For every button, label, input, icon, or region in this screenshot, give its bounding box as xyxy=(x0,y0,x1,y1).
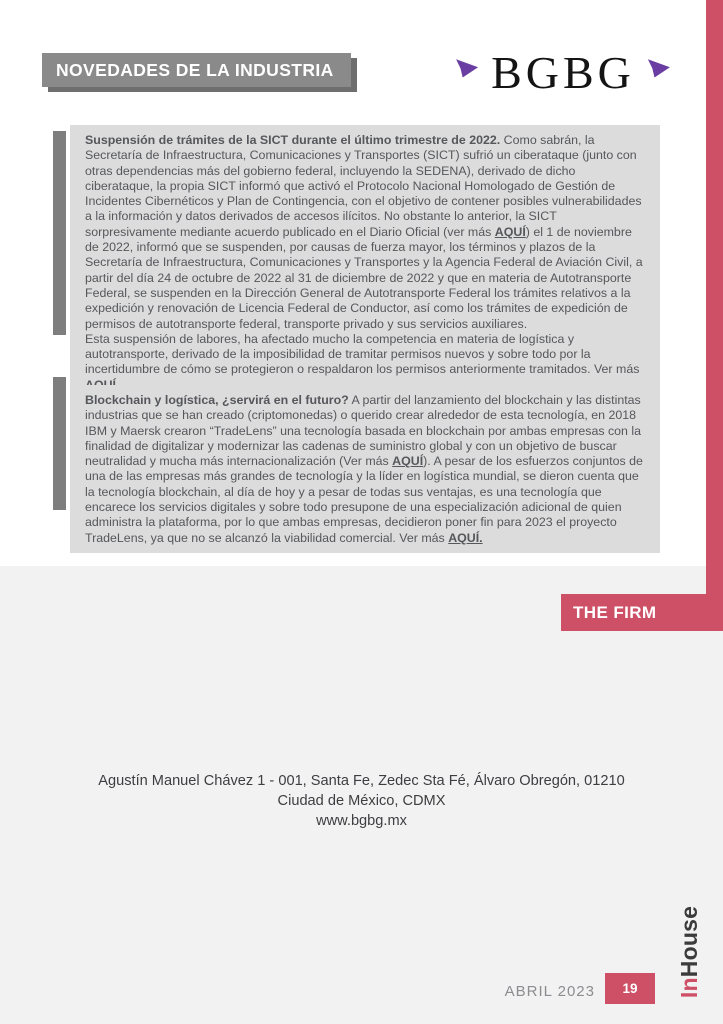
text-segment: ) el 1 de noviembre de 2022, informó que se suspenden, por causas de fuerza mayor, los términos y plazos de la Secretaría de Infraestructura, Comunicaciones y Transportes y la Agencia Federal de Aviación Civil, a partir del día 24 de octubre de 2022 al 31 de diciembre de 2022 y que en materia de Autotransporte Federal, se suspenden en la Dirección General de Autotransporte Federal los trámites relativos a la expedición y renovación de Licencia Federal de Conductor, así como los trámites de expedición de permisos de autotransporte federal, transporte privado y sus servicios auxiliares. xyxy=(85,224,643,331)
text-segment: Blockchain y logística, ¿servirá en el futuro? xyxy=(85,393,349,407)
firm-address-block xyxy=(0,771,723,831)
inhouse-title-suffix: House xyxy=(675,905,702,978)
website-link[interactable]: www.bgbg.mx xyxy=(316,813,407,829)
page-number: 19 xyxy=(622,981,638,996)
article-accent-bar xyxy=(53,377,66,510)
section-title: NOVEDADES DE LA INDUSTRIA xyxy=(56,59,334,80)
section-header-bar xyxy=(42,53,351,87)
text-segment: ). A pesar de los esfuerzos conjuntos de una de las empresas más grandes de tecnología y la líder en logística mundial, se dieron cuenta que la tecnología blockchain, al día de hoy y a pesar de todas sus ventajas, es una tecnología que encarece los servicios digitales y sobre todo presupone de una especialización adicional de quien administra la plataforma, por lo que ambas empresas, decidieron poner fin para 2023 el proyecto TradeLens, ya que no se alcanzó la viabilidad comercial. Ver más xyxy=(85,454,643,545)
bgbg-logo xyxy=(458,44,668,102)
address-line-1: Agustín Manuel Chávez 1 - 001, Santa Fe, Zedec Sta Fé, Álvaro Obregón, 01210 xyxy=(98,773,625,789)
inhouse-magazine-title xyxy=(664,897,714,1007)
logo-arrow-left-icon xyxy=(456,59,478,78)
the-firm-banner xyxy=(561,594,723,631)
text-segment: Como sabrán, la Secretaría de Infraestructura, Comunicaciones y Transportes (SICT) sufrió un ciberataque (junto con otras dependencias más del gobierno federal, incluyendo la SEDENA), derivado de dicho ciberataque, la propia SICT informó que activó el Protocolo Nacional Homologado de Gestión de Incidentes Cibernéticos y Plan de Contingencia, con el objetivo de contener posibles vulnerabilidades a la información y datos derivados de accesos ilícitos. No obstante lo anterior, la SICT sorpresivamente mediante acuerdo publicado en el Diario Oficial (ver más xyxy=(85,133,642,239)
text-segment: Suspensión de trámites de la SICT durante el último trimestre de 2022. xyxy=(85,133,501,147)
logo-text: BGBG xyxy=(491,47,635,98)
article-sict-suspension xyxy=(70,125,660,400)
inhouse-title-prefix: In xyxy=(675,977,702,999)
right-accent-bar xyxy=(706,0,723,631)
address-line-2: Ciudad de México, CDMX xyxy=(277,793,446,809)
page-number-badge xyxy=(605,973,655,1004)
aqui-link[interactable]: AQUÍ xyxy=(494,224,526,239)
the-firm-label: THE FIRM xyxy=(573,602,657,622)
aqui-link[interactable]: AQUÍ. xyxy=(448,530,483,545)
issue-date: ABRIL 2023 xyxy=(504,983,595,1000)
logo-arrow-right-icon xyxy=(648,59,670,78)
aqui-link[interactable]: AQUÍ xyxy=(392,454,424,469)
text-segment: A partir del lanzamiento del blockchain y las distintas industrias que se han creado (criptomonedas) o querido crear alrededor de esta tecnología, en 2018 IBM y Maersk crearon “TradeLens” una tecnología basada en blockchain por ambas empresas con la finalidad de digitalizar y modernizar las cadenas de suministro global y con un objetivo de buscar neutralidad y mucha más internacionalización (Ver más xyxy=(85,393,642,469)
article-blockchain-logistica xyxy=(70,385,660,553)
article-accent-bar xyxy=(53,131,66,335)
text-segment: Esta suspensión de labores, ha afectado mucho la competencia en materia de logística y autotransporte, derivado de la imposibilidad de tramitar permisos nuevos y sobre todo por la incertidumbre de cómo se protegieron o respaldaron los permisos anteriormente tramitados. Ver más xyxy=(85,331,640,377)
